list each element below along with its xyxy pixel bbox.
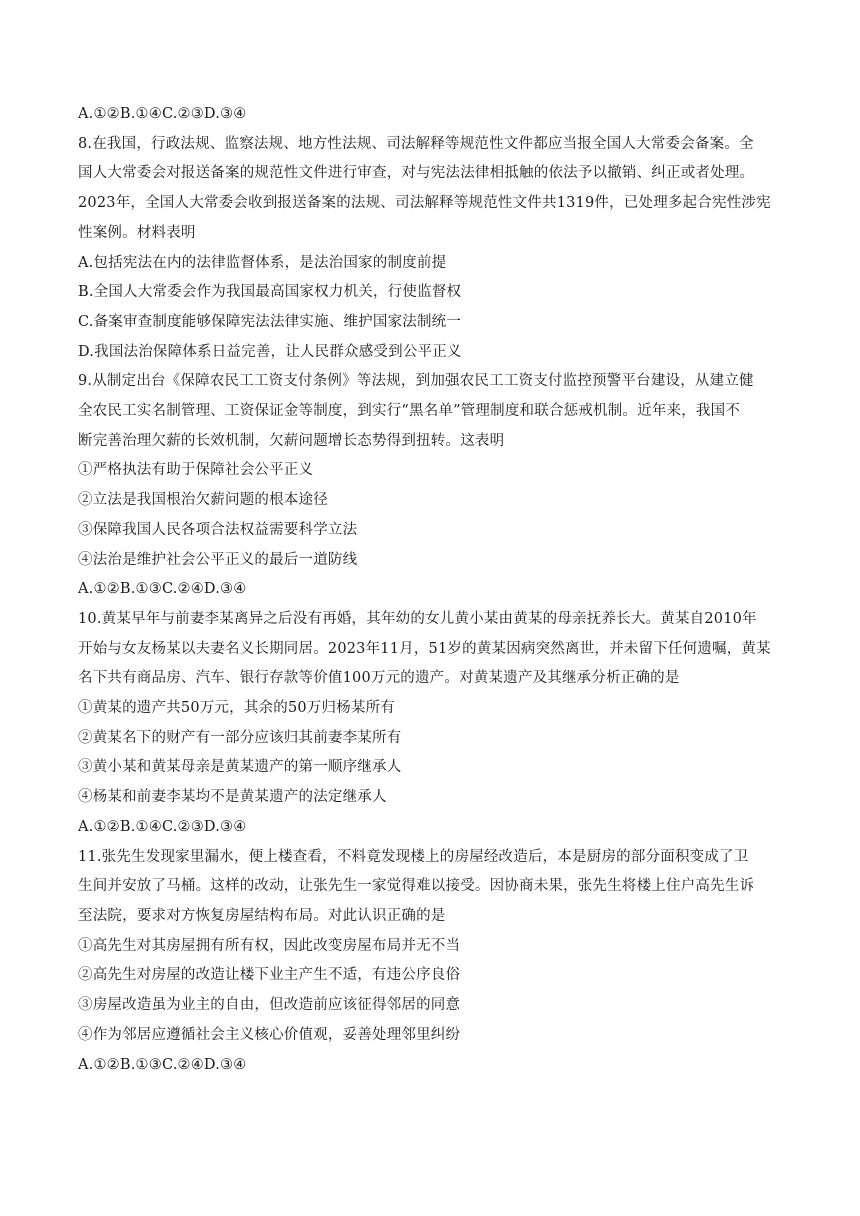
- q11-statement-3: ③房屋改造虽为业主的自由，但改造前应该征得邻居的同意: [78, 997, 461, 1014]
- question-9: [78, 367, 784, 605]
- question-8: [78, 130, 784, 368]
- q7-answer-options: A.①②B.①④C.②③D.③④: [78, 106, 247, 122]
- q11-stem-line: 生间并安放了马桶。这样的改动，让张先生一家觉得难以接受。因协商未果，张先生将楼上住户高先生诉: [78, 878, 755, 895]
- q8-option-d: D.我国法治保障体系日益完善，让人民群众感受到公平正义: [78, 343, 462, 360]
- q10-statement-4: ④杨某和前妻李某均不是黄某遗产的法定继承人: [78, 789, 387, 806]
- q10-statement-2: ②黄某名下的财产有一部分应该归其前妻李某所有: [78, 729, 402, 746]
- q8-stem-line: 2023年，全国人大常委会收到报送备案的法规、司法解释等规范性文件共1319件，已处理多起合宪性涉宪: [78, 195, 771, 212]
- q9-statement-2: ②立法是我国根治欠薪问题的根本途径: [78, 492, 328, 509]
- q9-answer-options: A.①②B.①③C.②④D.③④: [78, 581, 247, 598]
- question-10: [78, 605, 784, 843]
- q11-statement-4: ④作为邻居应遵循社会主义核心价值观，妥善处理邻里纠纷: [78, 1026, 461, 1043]
- q10-answer-options: A.①②B.①④C.②③D.③④: [78, 818, 247, 835]
- q11-answer-options: A.①②B.①③C.②④D.③④: [78, 1056, 247, 1073]
- q9-statement-4: ④法治是维护社会公平正义的最后一道防线: [78, 551, 358, 568]
- q11-statement-2: ②高先生对房屋的改造让楼下业主产生不适，有违公序良俗: [78, 967, 461, 984]
- q11-stem-line: 11.张先生发现家里漏水，便上楼查看，不料竟发现楼上的房屋经改造后，本是厨房的部分面积变成了卫: [78, 848, 749, 865]
- q10-stem-line: 开始与女友杨某以夫妻名义长期同居。2023年11月，51岁的黄某因病突然离世，并未留下任何遗嘱，黄某: [78, 640, 771, 657]
- q8-stem-line: 性案例。材料表明: [78, 224, 196, 241]
- q8-option-c: C.备案审查制度能够保障宪法法律实施、维护国家法制统一: [78, 313, 462, 330]
- question-11: [78, 843, 784, 1081]
- q8-option-a: A.包括宪法在内的法律监督体系，是法治国家的制度前提: [78, 254, 447, 271]
- q9-stem-line: 9.从制定出台《保障农民工工资支付条例》等法规，到加强农民工工资支付监控预警平台建设，从建立健: [78, 373, 754, 390]
- q11-statement-1: ①高先生对其房屋拥有所有权，因此改变房屋布局并无不当: [78, 937, 461, 954]
- q9-statement-1: ①严格执法有助于保障社会公平正义: [78, 462, 314, 479]
- q9-statement-3: ③保障我国人民各项合法权益需要科学立法: [78, 521, 358, 538]
- q8-option-b: B.全国人大常委会作为我国最高国家权力机关，行使监督权: [78, 284, 462, 301]
- q11-stem-line: 至法院，要求对方恢复房屋结构布局。对此认识正确的是: [78, 907, 446, 924]
- q10-stem-line: 10.黄某早年与前妻李某离异之后没有再婚，其年幼的女儿黄小某由黄某的母亲抚养长大。黄某自2010年: [78, 610, 757, 627]
- q10-statement-3: ③黄小某和黄某母亲是黄某遗产的第一顺序继承人: [78, 759, 402, 776]
- q8-stem-line: 国人大常委会对报送备案的规范性文件进行审查，对与宪法法律相抵触的依法予以撤销、纠正或者处理。: [78, 165, 755, 182]
- q9-stem-line: 断完善治理欠薪的长效机制，欠薪问题增长态势得到扭转。这表明: [78, 432, 505, 449]
- q8-stem-line: 8.在我国，行政法规、监察法规、地方性法规、司法解释等规范性文件都应当报全国人大常委会备案。全: [78, 135, 754, 152]
- q9-stem-line: 全农民工实名制管理、工资保证金等制度，到实行“黑名单”管理制度和联合惩戒机制。近年来，我国不: [78, 403, 741, 420]
- q10-statement-1: ①黄某的遗产共50万元，其余的50万归杨某所有: [78, 700, 395, 717]
- exam-page: [78, 100, 784, 1080]
- q10-stem-line: 名下共有商品房、汽车、银行存款等价值100万元的遗产。对黄某遗产及其继承分析正确的是: [78, 670, 680, 687]
